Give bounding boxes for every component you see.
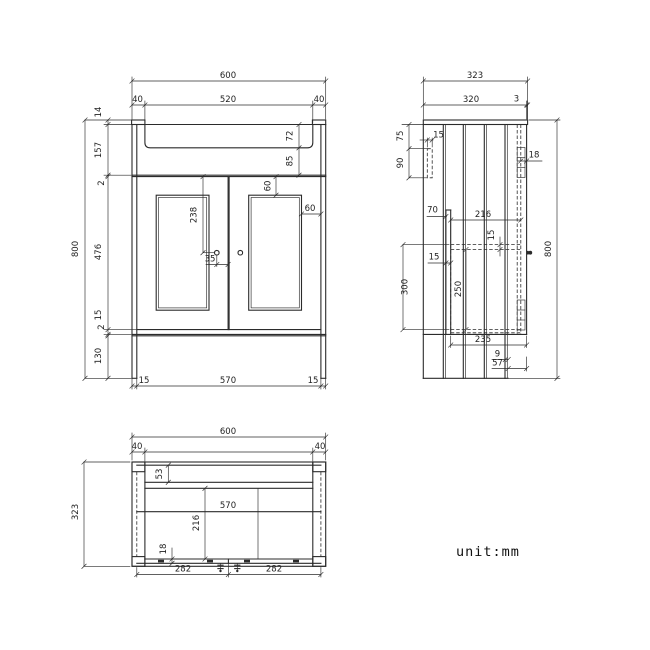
dim-label: 40 (314, 442, 326, 452)
plan-view-dimensions (71, 427, 328, 577)
dim-label: 800 (544, 240, 554, 258)
door-knob-profile (527, 251, 533, 255)
dim-label: 300 (400, 278, 411, 296)
dim-label: 70 (427, 205, 438, 216)
side-view-dimensions (396, 71, 560, 381)
hinge-mark (293, 560, 299, 563)
dim-label: 600 (219, 427, 237, 437)
dim-label: 14 (94, 106, 104, 118)
plan-view (71, 427, 328, 577)
dim-label: 18 (159, 543, 169, 555)
dim-label: 35 (204, 254, 216, 265)
unit-note: unit:mm (456, 544, 520, 560)
dim-label: 57 (492, 358, 503, 369)
dim-label: 15 (433, 130, 444, 141)
dim-label: 323 (71, 503, 81, 521)
dim-label: 40 (132, 95, 143, 105)
dim-label: 238 (189, 206, 200, 224)
hinge-mark (158, 560, 164, 563)
dim-label: 250 (454, 280, 464, 298)
dim-label: 282 (265, 564, 283, 575)
dim-label: 18 (528, 150, 540, 161)
dim-label: 40 (131, 442, 143, 452)
dim-label: 3 (513, 94, 520, 105)
dim-label: 520 (219, 95, 237, 105)
front-view (71, 71, 328, 389)
dim-label: 216 (192, 514, 202, 532)
left-door-panel (156, 195, 209, 310)
front-view-outline (132, 120, 326, 378)
dim-label: 15 (307, 376, 319, 386)
overflow-box-hidden (427, 149, 432, 178)
dim-label: 72 (285, 130, 296, 142)
dim-label: 75 (396, 130, 406, 142)
dim-label: 9 (494, 349, 501, 360)
dim-label: 570 (219, 501, 237, 511)
dim-label: 320 (462, 95, 480, 105)
hinge-mark (244, 560, 250, 563)
knob-symbol-right (235, 563, 240, 572)
dim-label: 570 (219, 376, 237, 386)
dim-label: 323 (466, 71, 484, 81)
dim-label: 40 (313, 95, 325, 105)
dim-label: 85 (285, 155, 296, 167)
dim-label: 235 (474, 335, 492, 345)
hinge-mark (207, 560, 213, 563)
dim-label: 60 (304, 204, 316, 214)
dim-label: 2 (97, 180, 107, 186)
dim-label: 476 (94, 243, 104, 261)
dim-label: 60 (263, 180, 274, 192)
dim-label: 130 (94, 347, 104, 365)
dim-label: 15 (138, 376, 150, 386)
dim-label: 90 (396, 157, 406, 169)
dim-label: 800 (71, 240, 81, 258)
dim-label: 157 (94, 141, 104, 159)
dim-label: 15 (487, 229, 497, 241)
dim-label: 216 (474, 210, 492, 220)
knob-symbol-left (218, 563, 223, 572)
dim-label: 15 (94, 309, 104, 321)
dim-label: 53 (155, 468, 165, 480)
right-door-panel (249, 195, 302, 310)
dim-label: 2 (97, 324, 107, 330)
side-view (396, 71, 560, 381)
right-door-handle (238, 250, 243, 255)
dim-label: 15 (428, 252, 440, 263)
dim-label: 282 (174, 564, 192, 575)
front-view-dimensions (71, 71, 328, 389)
dim-label: 600 (219, 71, 237, 81)
